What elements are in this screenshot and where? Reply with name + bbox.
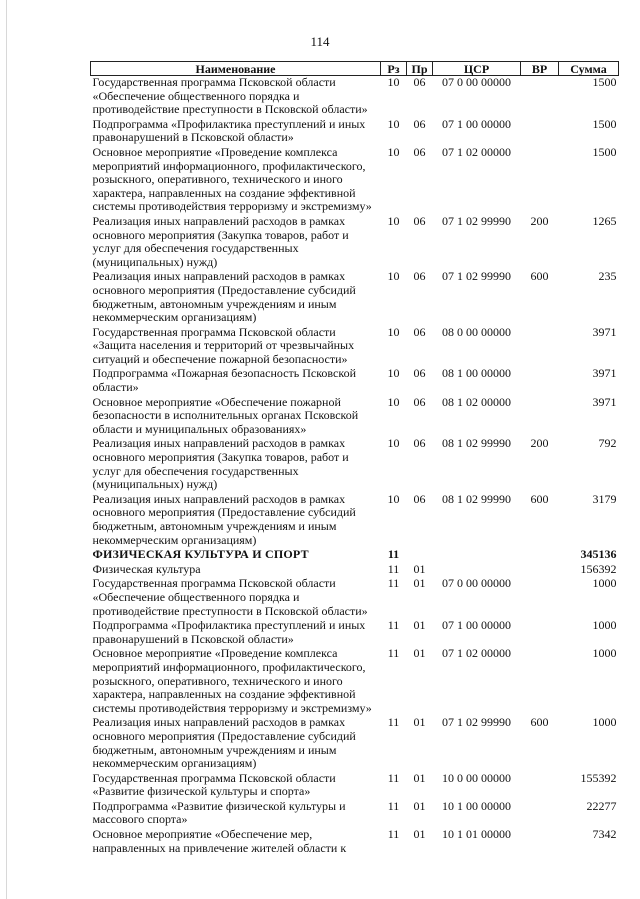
cell-name: Основное мероприятие «Обеспечение пожарной безопасности в исполнительных органах Псковской области и муниципальных образованиях»: [92, 394, 359, 436]
table-row: [91, 118, 619, 146]
header-name: Наименование: [91, 62, 381, 76]
table-row: [91, 577, 619, 619]
cell-rz: 11: [387, 798, 400, 813]
cell-pr: 06: [413, 116, 426, 131]
cell-vr: [521, 772, 559, 800]
table-row: [91, 326, 619, 368]
cell-vr: 200: [530, 213, 549, 228]
cell-csr: 07 0 00 00000: [442, 75, 511, 89]
cell-rz: 10: [387, 269, 400, 284]
cell-name: Реализация иных направлений расходов в рамках основного мероприятия (Предоставление субсидий бюджетным, автономным учреждениям и иным некоммерческим организациям): [92, 715, 356, 771]
cell-pr: 01: [413, 646, 426, 661]
cell-name: Государственная программа Псковской области «Обеспечение общественного порядка и противодействие преступности в Псковской области»: [92, 576, 368, 618]
cell-vr: 600: [530, 269, 549, 284]
cell-name: Реализация иных направлений расходов в рамках основного мероприятия (Предоставление субсидий бюджетным, автономным учреждениям и иным некоммерческим организациям): [92, 269, 356, 325]
cell-pr: 01: [413, 618, 426, 633]
table-row: [91, 270, 619, 325]
cell-pr: 01: [413, 798, 426, 813]
cell-sum: 7342: [592, 827, 617, 842]
cell-rz: 11: [387, 827, 400, 842]
cell-vr: [521, 76, 559, 118]
cell-rz: 10: [387, 75, 400, 89]
cell-vr: [521, 577, 559, 619]
cell-pr: 01: [413, 770, 426, 785]
cell-sum: 1000: [592, 618, 617, 633]
table-row: [91, 800, 619, 828]
cell-sum: 3971: [592, 394, 617, 409]
cell-name: Основное мероприятие «Обеспечение мер, направленных на привлечение жителей области к: [92, 827, 347, 855]
cell-name: Подпрограмма «Пожарная безопасность Псковской области»: [92, 366, 356, 395]
table-row: [91, 396, 619, 438]
cell-sum: 22277: [586, 798, 617, 813]
cell-csr: 08 0 00 00000: [442, 324, 511, 339]
cell-csr: 07 1 02 99990: [442, 269, 511, 284]
cell-sum: 3971: [592, 324, 617, 339]
cell-pr: 06: [413, 144, 426, 159]
header-pr: Пр: [407, 62, 433, 76]
cell-csr: 07 1 02 99990: [442, 213, 511, 228]
table-row: [91, 563, 619, 578]
cell-pr: 06: [413, 394, 426, 409]
cell-name: Основное мероприятие «Проведение комплекса мероприятий информационного, профилактического, розыскного, оперативного, технического и иного характера, направленных на создание эффективной системы противодействия терроризму и экстремизму»: [92, 646, 372, 715]
cell-rz: 10: [387, 394, 400, 409]
cell-name: Государственная программа Псковской области «Защита населения и территорий от чрезвычайных ситуаций и обеспечение пожарной безопасности»: [92, 324, 355, 366]
cell-name: Реализация иных направлений расходов в рамках основного мероприятия (Закупка товаров, работ и услуг для обеспечения государственных (муниципальных) нужд): [92, 436, 349, 492]
cell-pr: 01: [413, 561, 426, 576]
table-row: [91, 146, 619, 215]
cell-csr: 07 1 02 00000: [442, 646, 511, 661]
table-body: [91, 76, 619, 857]
cell-sum: 1000: [592, 576, 617, 591]
cell-vr: [521, 146, 559, 215]
cell-csr: 07 1 02 00000: [442, 144, 511, 159]
cell-csr: 10 1 00 00000: [442, 798, 511, 813]
cell-vr: [521, 326, 559, 368]
cell-vr: [521, 367, 559, 395]
cell-sum: 3971: [592, 366, 617, 381]
table-row: [91, 772, 619, 800]
cell-rz: 11: [387, 547, 400, 562]
cell-rz: 10: [387, 366, 400, 381]
cell-csr: 08 1 02 99990: [442, 491, 511, 506]
cell-vr: [521, 828, 559, 856]
cell-pr: 01: [413, 715, 426, 730]
cell-csr: 07 1 00 00000: [442, 116, 511, 131]
cell-pr: 06: [413, 366, 426, 381]
table-row: [91, 828, 619, 856]
cell-pr: 06: [413, 269, 426, 284]
cell-pr: 06: [413, 324, 426, 339]
header-row: [91, 62, 619, 76]
cell-vr: 600: [530, 715, 549, 730]
table-row: [91, 215, 619, 270]
budget-table: [90, 61, 619, 856]
cell-pr: 06: [413, 491, 426, 506]
cell-name: Реализация иных направлений расходов в рамках основного мероприятия (Закупка товаров, работ и услуг для обеспечения государственных (муниципальных) нужд): [92, 213, 349, 269]
cell-name: ФИЗИЧЕСКАЯ КУЛЬТУРА И СПОРТ: [92, 547, 309, 562]
cell-sum: 792: [598, 436, 617, 451]
cell-csr: 08 1 02 99990: [442, 436, 511, 451]
cell-name: Реализация иных направлений расходов в рамках основного мероприятия (Предоставление субсидий бюджетным, автономным учреждениям и иным некоммерческим организациям): [92, 491, 356, 547]
cell-sum: 1500: [592, 116, 617, 131]
cell-vr: [521, 563, 559, 578]
table-row: [91, 76, 619, 118]
cell-name: Государственная программа Псковской области «Обеспечение общественного порядка и противодействие преступности в Псковской области»: [92, 75, 368, 117]
cell-rz: 11: [387, 576, 400, 591]
cell-csr: 08 1 00 00000: [442, 366, 511, 381]
cell-csr: [433, 563, 521, 578]
cell-rz: 10: [387, 144, 400, 159]
cell-rz: 10: [387, 491, 400, 506]
cell-rz: 11: [387, 715, 400, 730]
cell-csr: 10 0 00 00000: [442, 770, 511, 785]
cell-vr: [521, 647, 559, 716]
cell-pr: 01: [413, 827, 426, 842]
header-rz: Рз: [381, 62, 407, 76]
cell-sum: 235: [598, 269, 617, 284]
cell-rz: 11: [387, 561, 400, 576]
cell-vr: [521, 800, 559, 828]
cell-sum: 1500: [592, 144, 617, 159]
cell-vr: 200: [530, 436, 549, 451]
cell-rz: 11: [387, 646, 400, 661]
table-row: [91, 647, 619, 716]
cell-rz: 10: [387, 324, 400, 339]
cell-rz: 10: [387, 116, 400, 131]
cell-vr: [521, 548, 559, 563]
cell-sum: 155392: [580, 770, 617, 785]
table-row: [91, 493, 619, 548]
cell-pr: 01: [413, 576, 426, 591]
cell-pr: 06: [413, 436, 426, 451]
cell-sum: 1265: [592, 213, 617, 228]
cell-vr: [521, 396, 559, 438]
header-csr: ЦСР: [433, 62, 521, 76]
page-number: 114: [310, 34, 330, 49]
table-row: [91, 437, 619, 492]
table-row: [91, 367, 619, 395]
cell-rz: 11: [387, 618, 400, 633]
cell-name: Физическая культура: [92, 561, 201, 576]
cell-name: Основное мероприятие «Проведение комплекса мероприятий информационного, профилактического, розыскного, оперативного, технического и иного характера, направленных на создание эффективной системы противодействия терроризму и экстремизму»: [92, 144, 372, 214]
cell-csr: 07 1 02 99990: [442, 715, 511, 730]
header-vr: ВР: [521, 62, 559, 76]
cell-pr: [407, 548, 433, 563]
header-sum: Сумма: [559, 62, 619, 76]
cell-csr: 10 1 01 00000: [442, 827, 511, 842]
cell-name: Подпрограмма «Развитие физической культуры и массового спорта»: [92, 798, 346, 827]
table-header: [91, 62, 619, 76]
budget-table-container: [90, 61, 618, 856]
cell-name: Подпрограмма «Профилактика преступлений и иных правонарушений в Псковской области»: [92, 618, 366, 646]
cell-sum: 345136: [580, 547, 617, 562]
cell-rz: 10: [387, 436, 400, 451]
cell-csr: 08 1 02 00000: [442, 394, 511, 409]
cell-csr: 07 0 00 00000: [442, 576, 511, 591]
cell-vr: [521, 118, 559, 146]
cell-rz: 11: [387, 770, 400, 785]
table-row: [91, 619, 619, 647]
cell-name: Государственная программа Псковской области «Развитие физической культуры и спорта»: [92, 770, 336, 799]
section-row: [91, 548, 619, 563]
cell-sum: 1000: [592, 646, 617, 661]
cell-rz: 10: [387, 213, 400, 228]
table-row: [91, 716, 619, 771]
cell-csr: [433, 548, 521, 563]
cell-sum: 1500: [592, 75, 617, 89]
cell-sum: 3179: [592, 491, 617, 506]
cell-pr: 06: [413, 213, 426, 228]
cell-sum: 156392: [580, 561, 617, 576]
cell-vr: [521, 619, 559, 647]
cell-csr: 07 1 00 00000: [442, 618, 511, 633]
cell-vr: 600: [530, 491, 549, 506]
cell-name: Подпрограмма «Профилактика преступлений и иных правонарушений в Псковской области»: [92, 116, 366, 145]
cell-pr: 06: [413, 75, 426, 89]
scan-edge-line: [6, 0, 7, 899]
cell-sum: 1000: [592, 715, 617, 730]
